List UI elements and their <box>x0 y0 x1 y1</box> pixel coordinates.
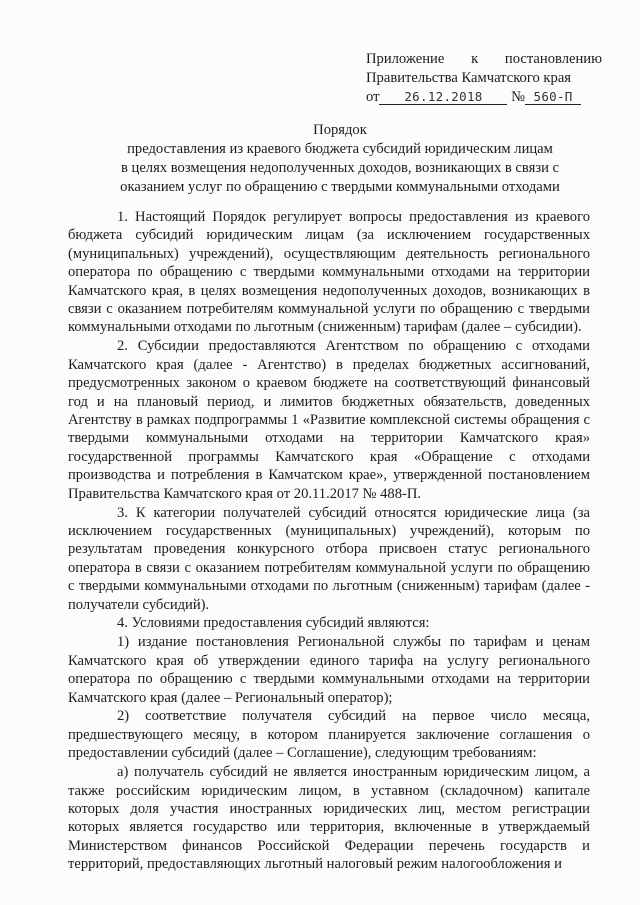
paragraph-4-2: 2) соответствие получателя субсидий на первое число месяца, предшествующего месяцу, в котором планируется заключение соглашения о предоставлении субсидий (далее – Соглашение), следующим требованиям: <box>68 708 590 762</box>
appendix-block <box>366 50 602 107</box>
document-body <box>68 208 590 874</box>
appendix-line-3 <box>366 88 602 107</box>
appendix-number-label: № <box>511 89 526 105</box>
title-heading: Порядок <box>313 122 367 138</box>
paragraph-4: 4. Условиями предоставления субсидий являются: <box>117 615 430 632</box>
appendix-word-1: Приложение <box>366 51 445 67</box>
paragraph-4-2-a: а) получатель субсидий не является иностранным юридическим лицом, а также российским юридическим лицом, в уставном (складочном) капитале которых доля участия иностранных юридических лиц, местом регистрации которых является государство или территория, включенные в утверждаемый Министерством финансов Российской Федерации перечень государств и территорий, предоставляющих льготный налоговый режим налогообложения и <box>68 764 590 873</box>
appendix-from-label: от <box>366 89 380 105</box>
paragraph-3: 3. К категории получателей субсидий относятся юридические лица (за исключением государственных (муниципальных) учреждений), которым по результатам проведения конкурсного отбора присвоен статус регионального оператора в связи с оказанием потребителям коммунальной услуги по обращению с твердыми коммунальными отходами по льготным (сниженным) тарифам (далее - получатели субсидий). <box>68 504 590 613</box>
title-line-1: предоставления из краевого бюджета субсидий юридическим лицам <box>127 141 553 157</box>
paragraph-4-1: 1) издание постановления Региональной службы по тарифам и ценам Камчатского края об утверждении единого тарифа на услугу регионального оператора по обращению с твердыми коммунальными отходами на территории Камчатского края (далее – Региональный оператор); <box>68 634 590 706</box>
title-line-2: в целях возмещения недополученных доходов, возникающих в связи с <box>120 160 560 176</box>
appendix-date: 26.12.2018 <box>379 89 507 105</box>
appendix-line-2: Правительства Камчатского края <box>366 70 572 86</box>
appendix-word-3: постановлению <box>504 51 602 67</box>
appendix-word-2: к <box>471 51 479 67</box>
paragraph-2: 2. Субсидии предоставляются Агентством по обращению с отходами Камчатского края (далее - Агентство) в пределах бюджетных ассигнований, предусмотренных законом о краевом бюджете на соответствующий финансовый год и на плановый период, и лимитов бюджетных обязательств, доведенных Агентству в рамках подпрограммы 1 «Развитие комплексной системы обращения с твердыми коммунальными отходами на территории Камчатского края» государственной программы Камчатского края «Обращение с отходами производства и потребления в Камчатском крае», утвержденной постановлением Правительства Камчатского края от 20.11.2017 № 488-П. <box>68 338 590 502</box>
document-title <box>95 121 585 197</box>
appendix-line-1 <box>366 50 602 69</box>
appendix-number: 560-П <box>525 89 581 105</box>
paragraph-1: 1. Настоящий Порядок регулирует вопросы предоставления из краевого бюджета субсидий юридическим лицам (за исключением государственных (муниципальных) учреждений), осуществляющим деятельность регионального оператора по обращению с твердыми коммунальными отходами на территории Камчатского края, в целях возмещения недополученных доходов, возникающих в связи с оказанием потребителям коммунальной услуги по обращению с твердыми коммунальными отходами по льготным (сниженным) тарифам (далее – субсидии). <box>68 209 590 336</box>
title-line-3: оказанием услуг по обращению с твердыми коммунальными отходами <box>120 179 560 195</box>
